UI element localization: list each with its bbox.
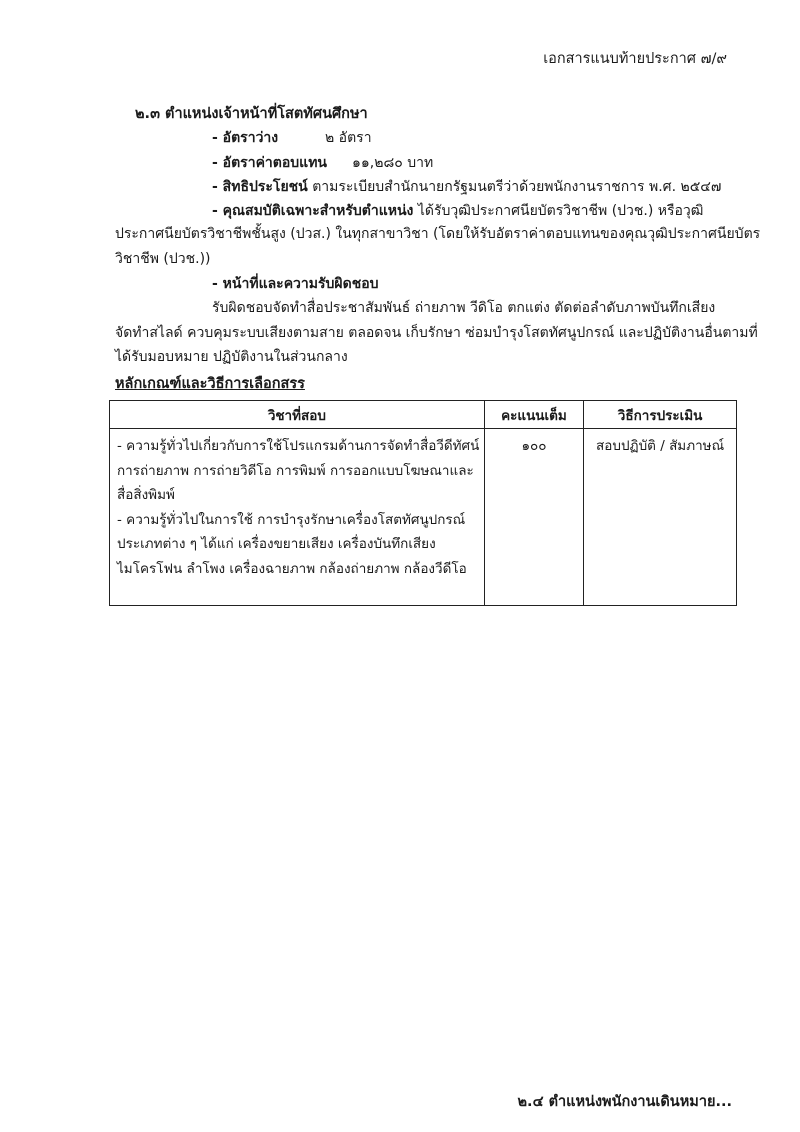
header-subject: วิชาที่สอบ (110, 401, 485, 429)
subject-line: - ความรู้ทั่วไปเกี่ยวกับการใช้โปรแกรมด้านการจัดทำสื่อวีดีทัศน์ (117, 438, 480, 454)
qualifications-line3: วิชาชีพ (ปวช.)) (115, 251, 211, 267)
header-score: คะแนนเต็ม (484, 401, 583, 429)
score-value: ๑๐๐ (521, 438, 547, 454)
salary-value: ๑๑,๒๘๐ บาท (352, 155, 434, 171)
qualifications-label: - คุณสมบัติเฉพาะสำหรับตำแหน่ง (212, 203, 414, 219)
subject-line: ไมโครโฟน ลำโพง เครื่องฉายภาพ กล้องถ่ายภาพ กล้องวีดีโอ (117, 560, 467, 577)
subject-line: สื่อสิ่งพิมพ์ (117, 487, 175, 503)
benefits-item (212, 176, 721, 198)
table-row (110, 429, 737, 606)
score-cell (484, 429, 583, 606)
qualifications-line2: ประกาศนียบัตรวิชาชีพชั้นสูง (ปวส.) ในทุกสาขาวิชา (โดยให้รับอัตราค่าตอบแทนของคุณวุฒิประกาศนียบัตร (115, 226, 761, 242)
salary-label: - อัตราค่าตอบแทน (212, 155, 328, 171)
subject-line: ประเภทต่าง ๆ ได้แก่ เครื่องขยายเสียง เครื่องบันทึกเสียง (117, 536, 436, 552)
duties-line1: รับผิดชอบจัดทำสื่อประชาสัมพันธ์ ถ่ายภาพ วีดิโอ ตกแต่ง ตัดต่อลำดับภาพบันทึกเสียง (212, 300, 716, 316)
vacancy-label: - อัตราว่าง (212, 130, 279, 146)
section-title: ๒.๓ ตำแหน่งเจ้าหน้าที่โสตทัศนศึกษา (135, 106, 368, 122)
subject-cell (110, 429, 485, 606)
duties-line2: จัดทำสไลด์ ควบคุมระบบเสียงตามสาย ตลอดจน เก็บรักษา ซ่อมบำรุงโสตทัศนูปกรณ์ และปฏิบัติงานอื่นตามที่ (115, 325, 758, 341)
duties-label: - หน้าที่และความรับผิดชอบ (212, 276, 379, 292)
criteria-title: หลักเกณฑ์และวิธีการเลือกสรร (115, 376, 305, 392)
subject-line: - ความรู้ทั่วไปในการใช้ การบำรุงรักษาเครื่องโสตทัศนูปกรณ์ (117, 511, 466, 528)
document-reference: เอกสารแนบท้ายประกาศ ๗/๙ (543, 51, 727, 67)
vacancy-item (212, 127, 372, 149)
salary-item (212, 152, 434, 174)
header-method: วิธีการประเมิน (584, 401, 737, 429)
benefits-value: ตามระเบียบสำนักนายกรัฐมนตรีว่าด้วยพนักงานราชการ พ.ศ. ๒๕๔๗ (312, 179, 722, 195)
method-cell (584, 429, 737, 606)
duties-item (212, 273, 379, 295)
duties-line3: ได้รับมอบหมาย ปฏิบัติงานในส่วนกลาง (115, 349, 348, 365)
benefits-label: - สิทธิประโยชน์ (212, 179, 308, 195)
criteria-table (109, 400, 737, 606)
table-header-row (110, 401, 737, 429)
next-section-reference: ๒.๔ ตำแหน่งพนักงานเดินหมาย... (517, 1094, 732, 1110)
method-value: สอบปฏิบัติ / สัมภาษณ์ (596, 438, 725, 454)
qualifications-item (212, 200, 703, 222)
qualifications-line1: ได้รับวุฒิประกาศนียบัตรวิชาชีพ (ปวช.) หรือวุฒิ (417, 203, 704, 219)
vacancy-value: ๒ อัตรา (325, 130, 372, 146)
subject-line: การถ่ายภาพ การถ่ายวิดีโอ การพิมพ์ การออกแบบโฆษณาและ (117, 462, 474, 479)
